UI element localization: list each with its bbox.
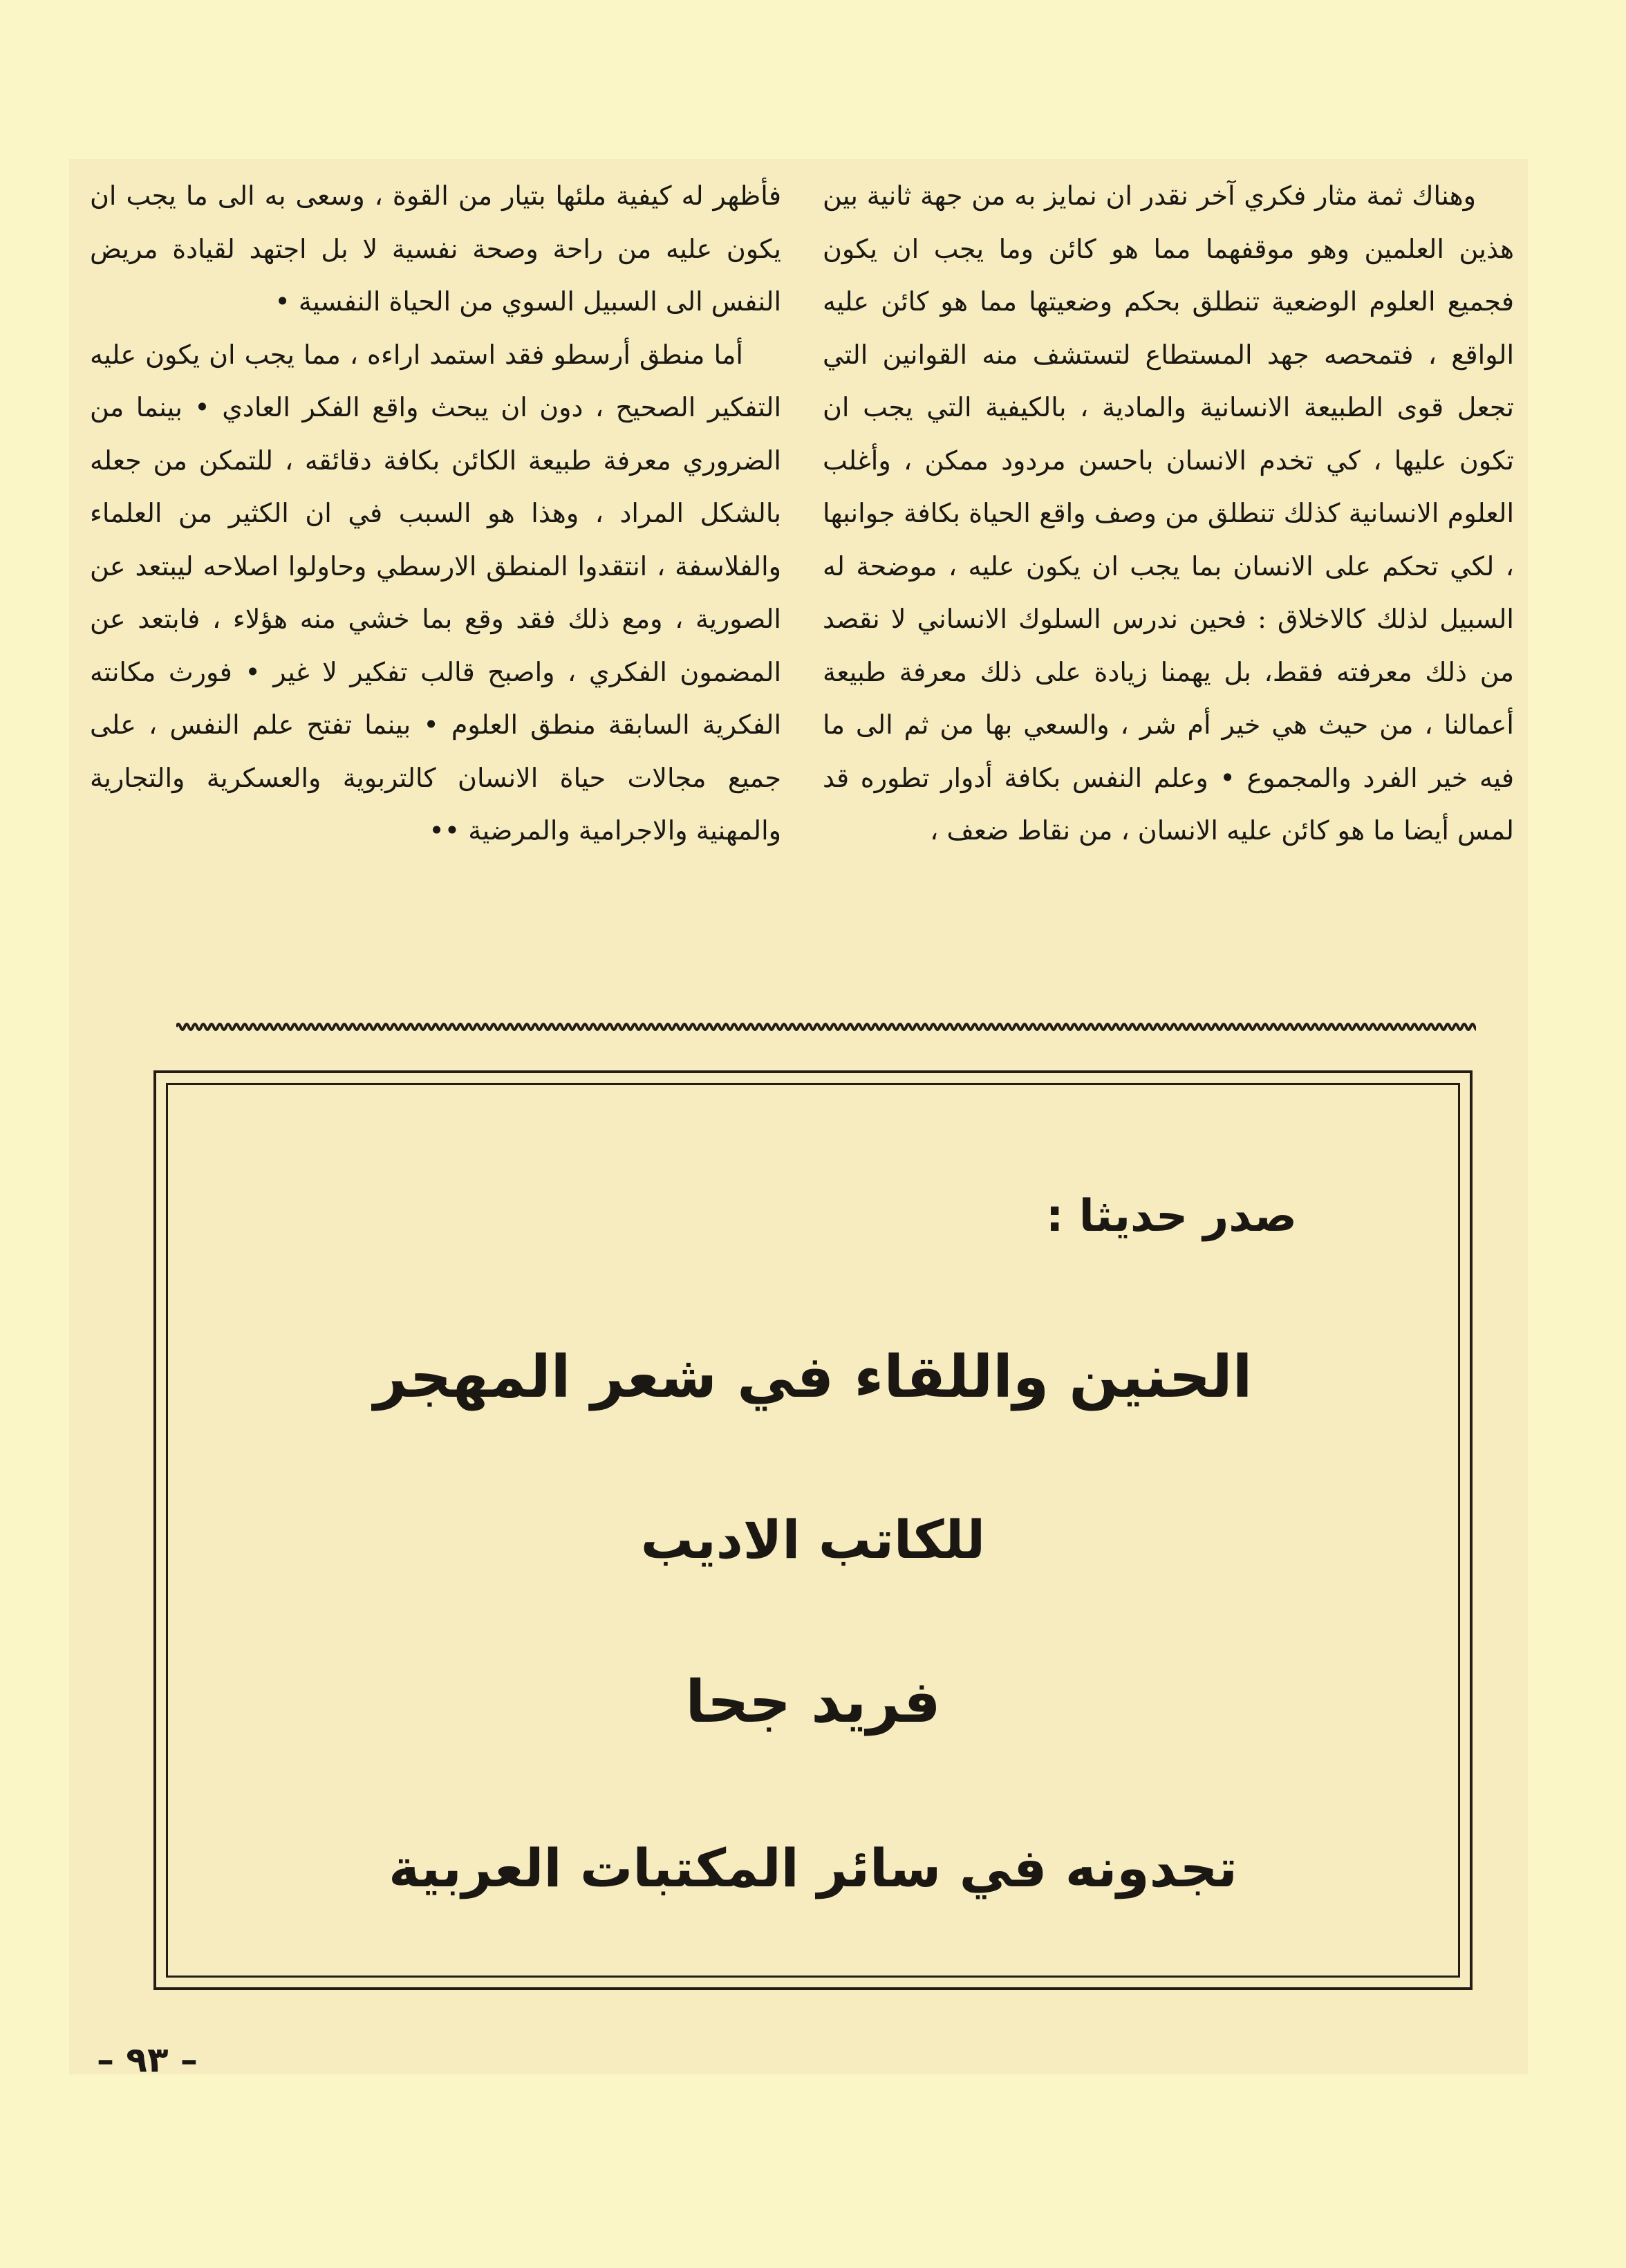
book-advertisement bbox=[153, 1070, 1473, 1990]
page-number: – ٩٣ – bbox=[97, 2040, 198, 2080]
ad-byline: للكاتب الاديب bbox=[640, 1509, 986, 1570]
article-column-left bbox=[90, 169, 781, 1006]
article-paragraph: فأظهر له كيفية ملئها بتيار من القوة ، وسعى به الى ما يجب ان يكون عليه من راحة وصحة نفسية لا بل اجتهد لقيادة مريض النفس الى السبيل السوي من الحياة النفسية • bbox=[90, 180, 781, 317]
ad-availability: تجدونه في سائر المكتبات العربية bbox=[389, 1837, 1237, 1899]
article-column-right bbox=[823, 169, 1514, 1006]
wavy-divider bbox=[176, 1020, 1476, 1034]
article-paragraph: أما منطق أرسطو فقد استمد اراءه ، مما يجب ان يكون عليه التفكير الصحيح ، دون ان يبحث واقع الفكر العادي • بينما من الضروري معرفة طبيعة الكائن بكافة دقائقه ، للتمكن من جعله بالشكل المراد ، وهذا هو السبب في ان الكثير من العلماء والفلاسفة ، انتقدوا المنطق الارسطي وحاولوا اصلاحه ليبتعد عن الصورية ، ومع ذلك فقد وقع بما خشي منه هؤلاء ، فابتعد عن المضمون الفكري ، واصبح قالب تفكير لا غير • فورث مكانته الفكرية السابقة منطق العلوم • بينما تفتح علم النفس ، على جميع مجالات حياة الانسان كالتربوية والعسكرية والتجارية والمهنية والاجرامية والمرضية •• bbox=[90, 339, 781, 846]
ad-book-title: الحنين واللقاء في شعر المهجر bbox=[373, 1343, 1253, 1411]
article-paragraph: وهناك ثمة مثار فكري آخر نقدر ان نمايز به من جهة ثانية بين هذين العلمين وهو موقفهما مما هو كائن وما يجب ان يكون فجميع العلوم الوضعية تنطلق بحكم وضعيتها مما هو كائن عليه الواقع ، فتمحصه جهد المستطاع لتستشف منه القوانين التي تجعل قوى الطبيعة الانسانية والمادية ، بالكيفية التي يجب ان تكون عليها ، كي تخدم الانسان باحسن مردود ممكن ، وأغلب العلوم الانسانية كذلك تنطلق من وصف واقع الحياة بكافة جوانبها ، لكي تحكم على الانسان بما يجب ان يكون عليه ، موضحة له السبيل لذلك كالاخلاق : فحين ندرس السلوك الانساني لا نقصد من ذلك معرفته فقط، بل يهمنا زيادة على ذلك معرفة طبيعة أعمالنا ، من حيث هي خير أم شر ، والسعي بها من ثم الى ما فيه خير الفرد والمجموع • وعلم النفس بكافة أدوار تطوره قد لمس أيضا ما هو كائن عليه الانسان ، من نقاط ضعف ، bbox=[823, 180, 1514, 846]
ad-author: فريد جحا bbox=[685, 1668, 941, 1736]
ad-heading: صدر حديثا : bbox=[1045, 1191, 1297, 1242]
